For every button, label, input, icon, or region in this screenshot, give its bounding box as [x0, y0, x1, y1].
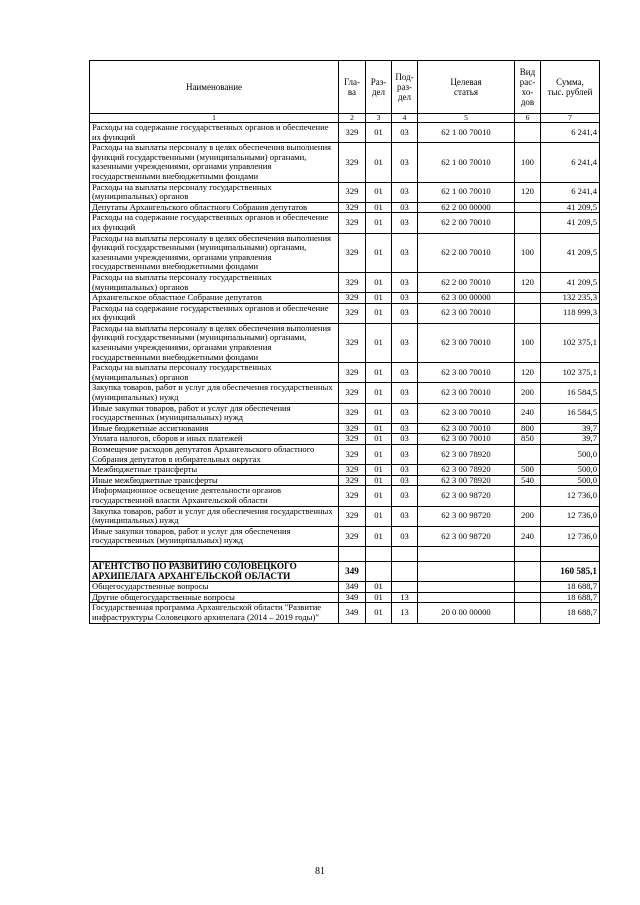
target-cell: 62 3 00 00000: [418, 293, 515, 304]
podrazdel-cell: 03: [392, 506, 418, 526]
vid-cell: [515, 486, 541, 506]
name-cell: АГЕНТСТВО ПО РАЗВИТИЮ СОЛОВЕЦКОГО АРХИПЕЛАГА АРХАНГЕЛЬСКОЙ ОБЛАСТИ: [90, 561, 339, 581]
sum-cell: 16 584,5: [541, 403, 600, 423]
header-sum: Сумма, тыс. рублей: [541, 61, 600, 114]
sum-cell: 41 209,5: [541, 233, 600, 272]
vid-cell: [515, 561, 541, 581]
razdel-cell: 01: [366, 465, 392, 476]
sum-cell: 18 688,7: [541, 592, 600, 603]
vid-cell: [515, 582, 541, 593]
razdel-cell: 01: [366, 143, 392, 182]
glava-cell: 329: [339, 202, 366, 213]
podrazdel-cell: 03: [392, 434, 418, 445]
razdel-cell: 01: [366, 445, 392, 465]
header-podrazdel: Под- раз- дел: [392, 61, 418, 114]
glava-cell: 329: [339, 526, 366, 546]
empty-cell: [90, 546, 339, 561]
sum-cell: 102 375,1: [541, 363, 600, 383]
vid-cell: [515, 592, 541, 603]
name-cell: Расходы на содержание государственных органов и обеспечение их функций: [90, 123, 339, 143]
name-cell: Закупка товаров, работ и услуг для обеспечения государственных (муниципальных) нужд: [90, 506, 339, 526]
table-row: [90, 506, 600, 526]
sum-cell: 39,7: [541, 434, 600, 445]
name-cell: Закупка товаров, работ и услуг для обеспечения государственных (муниципальных) нужд: [90, 383, 339, 403]
name-cell: Расходы на выплаты персоналу в целях обеспечения выполнения функций государственными (муниципальными) органами, казенными учреждениями, органами управления государственными внебюджетными фондами: [90, 323, 339, 362]
target-cell: 62 3 00 98720: [418, 486, 515, 506]
glava-cell: 329: [339, 182, 366, 202]
target-cell: 62 3 00 70010: [418, 383, 515, 403]
podrazdel-cell: 03: [392, 423, 418, 434]
razdel-cell: 01: [366, 213, 392, 233]
razdel-cell: 01: [366, 434, 392, 445]
table-row: [90, 486, 600, 506]
razdel-cell: 01: [366, 363, 392, 383]
name-cell: Расходы на выплаты персоналу в целях обеспечения выполнения функций государственными (муниципальными) органами, казенными учреждениями, органами управления государственными внебюджетными фондами: [90, 233, 339, 272]
sum-cell: 6 241,4: [541, 123, 600, 143]
razdel-cell: 01: [366, 486, 392, 506]
podrazdel-cell: 13: [392, 603, 418, 623]
name-cell: Депутаты Архангельского областного Собрания депутатов: [90, 202, 339, 213]
razdel-cell: 01: [366, 475, 392, 486]
table-row: [90, 233, 600, 272]
razdel-cell: 01: [366, 233, 392, 272]
name-cell: Расходы на выплаты персоналу государственных (муниципальных) органов: [90, 182, 339, 202]
podrazdel-cell: 03: [392, 486, 418, 506]
razdel-cell: 01: [366, 383, 392, 403]
header-razdel: Раз- дел: [366, 61, 392, 114]
podrazdel-cell: 03: [392, 293, 418, 304]
glava-cell: 349: [339, 603, 366, 623]
razdel-cell: 01: [366, 526, 392, 546]
glava-cell: 329: [339, 303, 366, 323]
target-cell: [418, 592, 515, 603]
name-cell: Расходы на выплаты персоналу государственных (муниципальных) органов: [90, 272, 339, 292]
empty-cell: [541, 546, 600, 561]
target-cell: 62 3 00 98720: [418, 506, 515, 526]
name-cell: Расходы на содержание государственных органов и обеспечение их функций: [90, 213, 339, 233]
target-cell: 62 3 00 70010: [418, 423, 515, 434]
table-row: [90, 475, 600, 486]
table-row: [90, 445, 600, 465]
table-row: [90, 323, 600, 362]
podrazdel-cell: 03: [392, 123, 418, 143]
razdel-cell: 01: [366, 403, 392, 423]
razdel-cell: 01: [366, 202, 392, 213]
empty-cell: [339, 546, 366, 561]
razdel-cell: 01: [366, 182, 392, 202]
name-cell: Иные закупки товаров, работ и услуг для обеспечения государственных (муниципальных) нужд: [90, 403, 339, 423]
target-cell: [418, 561, 515, 581]
vid-cell: 800: [515, 423, 541, 434]
podrazdel-cell: [392, 561, 418, 581]
sum-cell: 16 584,5: [541, 383, 600, 403]
razdel-cell: 01: [366, 423, 392, 434]
razdel-cell: 01: [366, 582, 392, 593]
target-cell: 62 1 00 70010: [418, 143, 515, 182]
name-cell: Расходы на содержание государственных органов и обеспечение их функций: [90, 303, 339, 323]
vid-cell: 540: [515, 475, 541, 486]
sum-cell: 132 235,3: [541, 293, 600, 304]
table-row: [90, 383, 600, 403]
table-row: [90, 363, 600, 383]
target-cell: 62 1 00 70010: [418, 182, 515, 202]
podrazdel-cell: 03: [392, 475, 418, 486]
target-cell: 62 2 00 00000: [418, 202, 515, 213]
vid-cell: 200: [515, 383, 541, 403]
col-number: 4: [392, 114, 418, 123]
glava-cell: 329: [339, 403, 366, 423]
vid-cell: 100: [515, 143, 541, 182]
sum-cell: 12 736,0: [541, 526, 600, 546]
name-cell: Иные бюджетные ассигнования: [90, 423, 339, 434]
page-number: 81: [315, 866, 325, 877]
razdel-cell: 01: [366, 293, 392, 304]
table-row: [90, 603, 600, 623]
vid-cell: 120: [515, 363, 541, 383]
table-row: [90, 213, 600, 233]
podrazdel-cell: 03: [392, 445, 418, 465]
target-cell: 62 2 00 70010: [418, 233, 515, 272]
glava-cell: 329: [339, 465, 366, 476]
name-cell: Другие общегосударственные вопросы: [90, 592, 339, 603]
target-cell: 62 2 00 70010: [418, 213, 515, 233]
glava-cell: 349: [339, 561, 366, 581]
razdel-cell: 01: [366, 272, 392, 292]
podrazdel-cell: 03: [392, 182, 418, 202]
name-cell: Архангельское областное Собрание депутатов: [90, 293, 339, 304]
podrazdel-cell: [392, 582, 418, 593]
razdel-cell: 01: [366, 603, 392, 623]
razdel-cell: 01: [366, 123, 392, 143]
sum-cell: 500,0: [541, 465, 600, 476]
razdel-cell: 01: [366, 592, 392, 603]
spacer-row: [90, 546, 600, 561]
podrazdel-cell: 03: [392, 526, 418, 546]
table-row: [90, 303, 600, 323]
name-cell: Общегосударственные вопросы: [90, 582, 339, 593]
target-cell: 20 0 00 00000: [418, 603, 515, 623]
glava-cell: 329: [339, 143, 366, 182]
vid-cell: [515, 213, 541, 233]
name-cell: Иные межбюджетные трансферты: [90, 475, 339, 486]
vid-cell: 240: [515, 526, 541, 546]
target-cell: 62 3 00 70010: [418, 323, 515, 362]
target-cell: 62 3 00 78920: [418, 465, 515, 476]
razdel-cell: 01: [366, 303, 392, 323]
target-cell: 62 2 00 70010: [418, 272, 515, 292]
glava-cell: 349: [339, 592, 366, 603]
empty-cell: [418, 546, 515, 561]
target-cell: 62 3 00 70010: [418, 403, 515, 423]
name-cell: Возмещение расходов депутатов Архангельского областного Собрания депутатов в избирательных округах: [90, 445, 339, 465]
glava-cell: 329: [339, 383, 366, 403]
glava-cell: 329: [339, 434, 366, 445]
glava-cell: 329: [339, 475, 366, 486]
table-row: [90, 272, 600, 292]
table-row: [90, 182, 600, 202]
razdel-cell: 01: [366, 506, 392, 526]
table-body: [90, 123, 600, 624]
vid-cell: [515, 123, 541, 143]
glava-cell: 329: [339, 272, 366, 292]
glava-cell: 329: [339, 363, 366, 383]
header-name: Наименование: [90, 61, 339, 114]
sum-cell: 39,7: [541, 423, 600, 434]
table-row: [90, 465, 600, 476]
table-row: [90, 423, 600, 434]
table-row: [90, 143, 600, 182]
podrazdel-cell: 03: [392, 383, 418, 403]
sum-cell: 18 688,7: [541, 582, 600, 593]
empty-cell: [515, 546, 541, 561]
podrazdel-cell: 03: [392, 202, 418, 213]
vid-cell: 850: [515, 434, 541, 445]
header-target: Целевая статья: [418, 61, 515, 114]
table-row: [90, 592, 600, 603]
sum-cell: 41 209,5: [541, 272, 600, 292]
target-cell: 62 3 00 70010: [418, 363, 515, 383]
sum-cell: 41 209,5: [541, 202, 600, 213]
target-cell: 62 3 00 78920: [418, 445, 515, 465]
name-cell: Государственная программа Архангельской области "Развитие инфраструктуры Соловецкого архипелага (2014 – 2019 годы)": [90, 603, 339, 623]
sum-cell: 41 209,5: [541, 213, 600, 233]
sum-cell: 18 688,7: [541, 603, 600, 623]
vid-cell: [515, 603, 541, 623]
col-number: 3: [366, 114, 392, 123]
vid-cell: [515, 445, 541, 465]
sum-cell: 12 736,0: [541, 486, 600, 506]
empty-cell: [366, 546, 392, 561]
vid-cell: 120: [515, 272, 541, 292]
glava-cell: 329: [339, 123, 366, 143]
podrazdel-cell: 13: [392, 592, 418, 603]
glava-cell: 329: [339, 445, 366, 465]
vid-cell: 120: [515, 182, 541, 202]
col-number: 5: [418, 114, 515, 123]
target-cell: 62 3 00 70010: [418, 434, 515, 445]
sum-cell: 500,0: [541, 475, 600, 486]
vid-cell: 100: [515, 233, 541, 272]
header-vid: Вид рас- хо- дов: [515, 61, 541, 114]
podrazdel-cell: 03: [392, 233, 418, 272]
name-cell: Расходы на выплаты персоналу государственных (муниципальных) органов: [90, 363, 339, 383]
col-number: 2: [339, 114, 366, 123]
podrazdel-cell: 03: [392, 143, 418, 182]
vid-cell: 240: [515, 403, 541, 423]
sum-cell: 500,0: [541, 445, 600, 465]
table-row: [90, 123, 600, 143]
col-number: 7: [541, 114, 600, 123]
budget-table: [89, 60, 600, 624]
vid-cell: 100: [515, 323, 541, 362]
sum-cell: 6 241,4: [541, 182, 600, 202]
table-row: [90, 561, 600, 581]
name-cell: Уплата налогов, сборов и иных платежей: [90, 434, 339, 445]
podrazdel-cell: 03: [392, 323, 418, 362]
name-cell: Иные закупки товаров, работ и услуг для обеспечения государственных (муниципальных) нужд: [90, 526, 339, 546]
podrazdel-cell: 03: [392, 465, 418, 476]
target-cell: 62 3 00 78920: [418, 475, 515, 486]
podrazdel-cell: 03: [392, 303, 418, 323]
table-row: [90, 582, 600, 593]
table-row: [90, 403, 600, 423]
vid-cell: 200: [515, 506, 541, 526]
target-cell: [418, 582, 515, 593]
header-glava: Гла- ва: [339, 61, 366, 114]
glava-cell: 329: [339, 486, 366, 506]
vid-cell: [515, 293, 541, 304]
podrazdel-cell: 03: [392, 272, 418, 292]
col-number: 6: [515, 114, 541, 123]
glava-cell: 329: [339, 423, 366, 434]
glava-cell: 329: [339, 506, 366, 526]
name-cell: Межбюджетные трансферты: [90, 465, 339, 476]
sum-cell: 6 241,4: [541, 143, 600, 182]
sum-cell: 118 999,3: [541, 303, 600, 323]
target-cell: 62 1 00 70010: [418, 123, 515, 143]
name-cell: Информационное освещение деятельности органов государственной власти Архангельской области: [90, 486, 339, 506]
empty-cell: [392, 546, 418, 561]
glava-cell: 329: [339, 213, 366, 233]
podrazdel-cell: 03: [392, 403, 418, 423]
col-number: 1: [90, 114, 339, 123]
sum-cell: 102 375,1: [541, 323, 600, 362]
glava-cell: 329: [339, 293, 366, 304]
glava-cell: 329: [339, 323, 366, 362]
razdel-cell: 01: [366, 323, 392, 362]
razdel-cell: [366, 561, 392, 581]
vid-cell: 500: [515, 465, 541, 476]
name-cell: Расходы на выплаты персоналу в целях обеспечения выполнения функций государственными (муниципальными) органами, казенными учреждениями, органами управления государственными внебюджетными фондами: [90, 143, 339, 182]
podrazdel-cell: 03: [392, 213, 418, 233]
glava-cell: 349: [339, 582, 366, 593]
sum-cell: 12 736,0: [541, 506, 600, 526]
sum-cell: 160 585,1: [541, 561, 600, 581]
table-row: [90, 434, 600, 445]
table-row: [90, 293, 600, 304]
podrazdel-cell: 03: [392, 363, 418, 383]
target-cell: 62 3 00 70010: [418, 303, 515, 323]
vid-cell: [515, 303, 541, 323]
header-row: [90, 61, 600, 114]
vid-cell: [515, 202, 541, 213]
table-row: [90, 526, 600, 546]
table-row: [90, 202, 600, 213]
glava-cell: 329: [339, 233, 366, 272]
target-cell: 62 3 00 98720: [418, 526, 515, 546]
